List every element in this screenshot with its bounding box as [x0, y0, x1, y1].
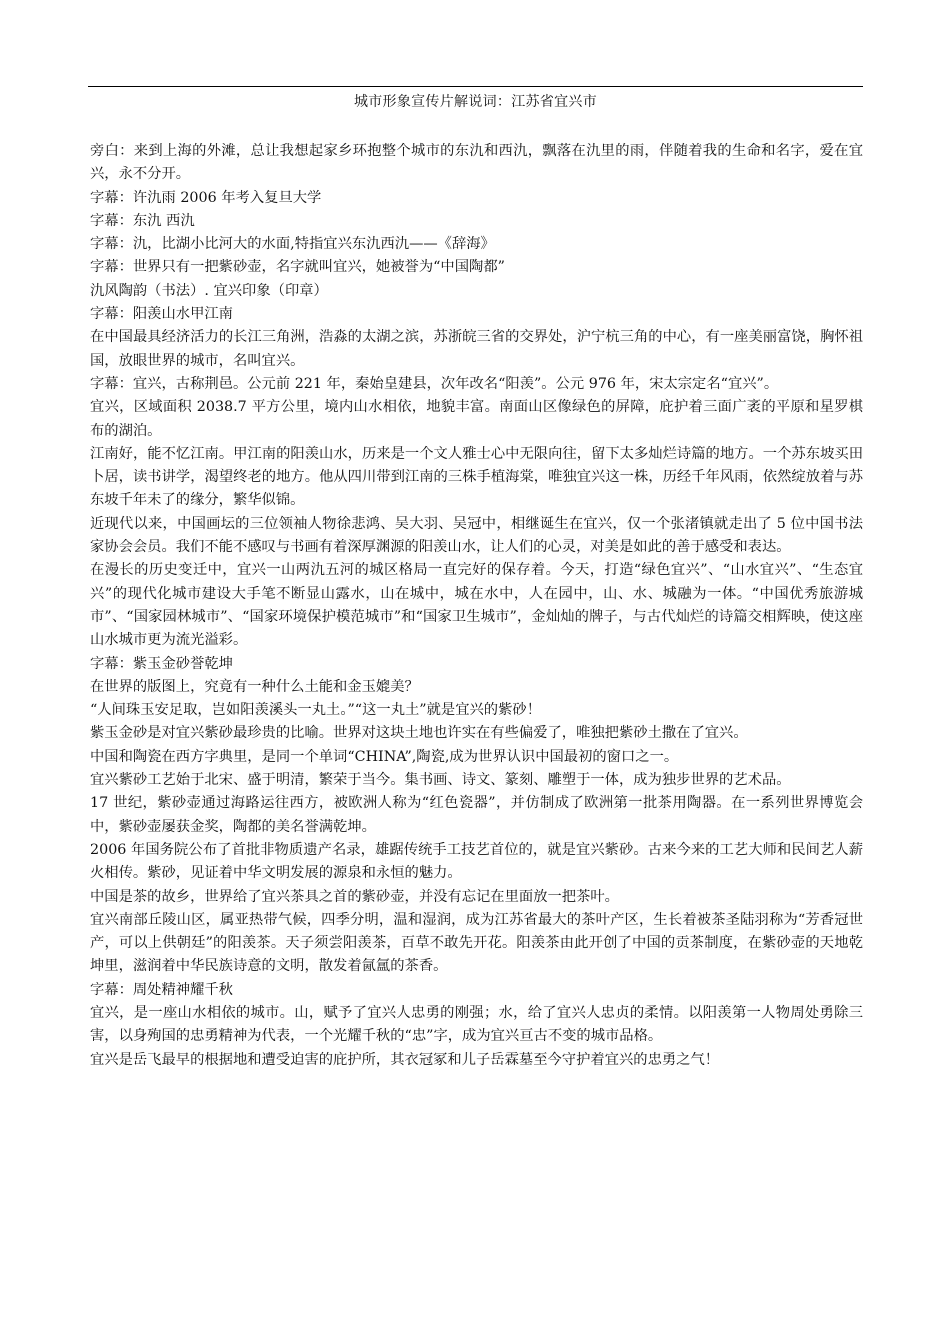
paragraph: 宜兴，区域面积 2038.7 平方公里，境内山水相依，地貌丰富。南面山区像绿色的屏障，庇护着三面广袤的平原和星罗棋布的湖泊。 [90, 399, 863, 439]
paragraph: “人间珠玉安足取，岂如阳羡溪头一丸土。”“这一丸土”就是宜兴的紫砂！ [90, 702, 541, 719]
paragraph: 字幕：许氿雨 2006 年考入复旦大学 [90, 189, 322, 206]
paragraph: 在世界的版图上，究竟有一种什么土能和金玉媲美？ [90, 678, 419, 695]
paragraph: 字幕：宜兴，古称荆邑。公元前 221 年，秦始皇建县，次年改名“阳羡”。公元 976 年，宋太宗定名“宜兴”。 [90, 375, 779, 392]
paragraph: 宜兴紫砂工艺始于北宋、盛于明清，繁荣于当今。集书画、诗文、篆刻、雕塑于一体，成为独步世界的艺术品。 [90, 772, 791, 789]
paragraph: 17 世纪，紫砂壶通过海路运往西方，被欧洲人称为“红色瓷器”，并仿制成了欧洲第一批茶用陶器。在一系列世界博览会中，紫砂壶屡获金奖，陶都的美名誉满乾坤。 [90, 795, 863, 835]
paragraph: 宜兴是岳飞最早的根据地和遭受迫害的庇护所，其衣冠冢和儿子岳霖墓至今守护着宜兴的忠勇之气！ [90, 1051, 720, 1068]
document-body [90, 140, 863, 1072]
paragraph: 旁白：来到上海的外滩，总让我想起家乡环抱整个城市的东氿和西氿，飘落在氿里的雨，伴随着我的生命和名字，爱在宜兴，永不分开。 [90, 143, 863, 183]
header-rule [88, 86, 863, 87]
paragraph: 中国是茶的故乡，世界给了宜兴茶具之首的紫砂壶，并没有忘记在里面放一把茶叶。 [90, 888, 619, 905]
paragraph: 字幕：世界只有一把紫砂壶，名字就叫宜兴，她被誉为“中国陶都” [90, 259, 505, 276]
paragraph: 在漫长的历史变迁中，宜兴一山两氿五河的城区格局一直完好的保存着。今天，打造“绿色宜兴”、“山水宜兴”、“生态宜兴”的现代化城市建设大手笔不断显山露水，山在城中，城在水中，人在园中，山、水、城融为一体。“中国优秀旅游城市”、“国家园林城市”、“国家环境保护模范城市”和“国家卫生城市”，金灿灿的牌子，与古代灿烂的诗篇交相辉映，使这座山水城市更为流光溢彩。 [90, 562, 863, 649]
paragraph: 江南好，能不忆江南。甲江南的阳羡山水，历来是一个文人雅士心中无限向往，留下太多灿烂诗篇的地方。一个苏东坡买田卜居，读书讲学，渴望终老的地方。他从四川带到江南的三株手植海棠，唯独宜兴这一株，历经千年风雨，依然绽放着与苏东坡千年未了的缘分，繁华似锦。 [90, 445, 863, 509]
paragraph: 宜兴南部丘陵山区，属亚热带气候，四季分明，温和湿润，成为江苏省最大的茶叶产区，生长着被茶圣陆羽称为“芳香冠世产，可以上供朝廷”的阳羡茶。天子须尝阳羡茶，百草不敢先开花。阳羡茶由此开创了中国的贡茶制度，在紫砂壶的天地乾坤里，滋润着中华民族诗意的文明，散发着氤氲的茶香。 [90, 911, 863, 975]
paragraph: 字幕：阳羡山水甲江南 [90, 306, 233, 323]
paragraph: 紫玉金砂是对宜兴紫砂最珍贵的比喻。世界对这块土地也许实在有些偏爱了，唯独把紫砂土撒在了宜兴。 [90, 725, 748, 742]
paragraph: 中国和陶瓷在西方字典里，是同一个单词“CHINA”,陶瓷,成为世界认识中国最初的窗口之一。 [90, 748, 679, 765]
page-title: 城市形象宣传片解说词：江苏省宜兴市 [353, 94, 598, 110]
paragraph: 字幕：周处精神耀千秋 [90, 981, 233, 998]
paragraph: 氿风陶韵（书法）. 宜兴印象（印章） [90, 282, 328, 299]
paragraph: 宜兴，是一座山水相依的城市。山，赋予了宜兴人忠勇的刚强；水，给了宜兴人忠贞的柔情。以阳羡第一人物周处勇除三害，以身殉国的忠勇精神为代表，一个光耀千秋的“忠”字，成为宜兴亘古不变的城市品格。 [90, 1004, 863, 1045]
paragraph: 2006 年国务院公布了首批非物质遗产名录，雄踞传统手工技艺首位的，就是宜兴紫砂。古来今来的工艺大师和民间艺人薪火相传。紫砂，见证着中华文明发展的源泉和永恒的魅力。 [90, 841, 863, 882]
paragraph: 字幕：东氿 西氿 [90, 212, 195, 229]
paragraph: 近现代以来，中国画坛的三位领袖人物徐悲鸿、吴大羽、吴冠中，相继诞生在宜兴，仅一个张渚镇就走出了 5 位中国书法家协会会员。我们不能不感叹与书画有着深厚渊源的阳羡山水，让人们的心灵，对美是如此的善于感受和表达。 [90, 515, 863, 556]
paragraph: 字幕：紫玉金砂誉乾坤 [90, 655, 233, 672]
paragraph: 字幕：氿，比湖小比河大的水面,特指宜兴东氿西氿——《辞海》 [90, 236, 495, 253]
paragraph: 在中国最具经济活力的长江三角洲，浩淼的太湖之滨，苏浙皖三省的交界处，沪宁杭三角的中心，有一座美丽富饶，胸怀祖国，放眼世界的城市，名叫宜兴。 [90, 329, 863, 369]
